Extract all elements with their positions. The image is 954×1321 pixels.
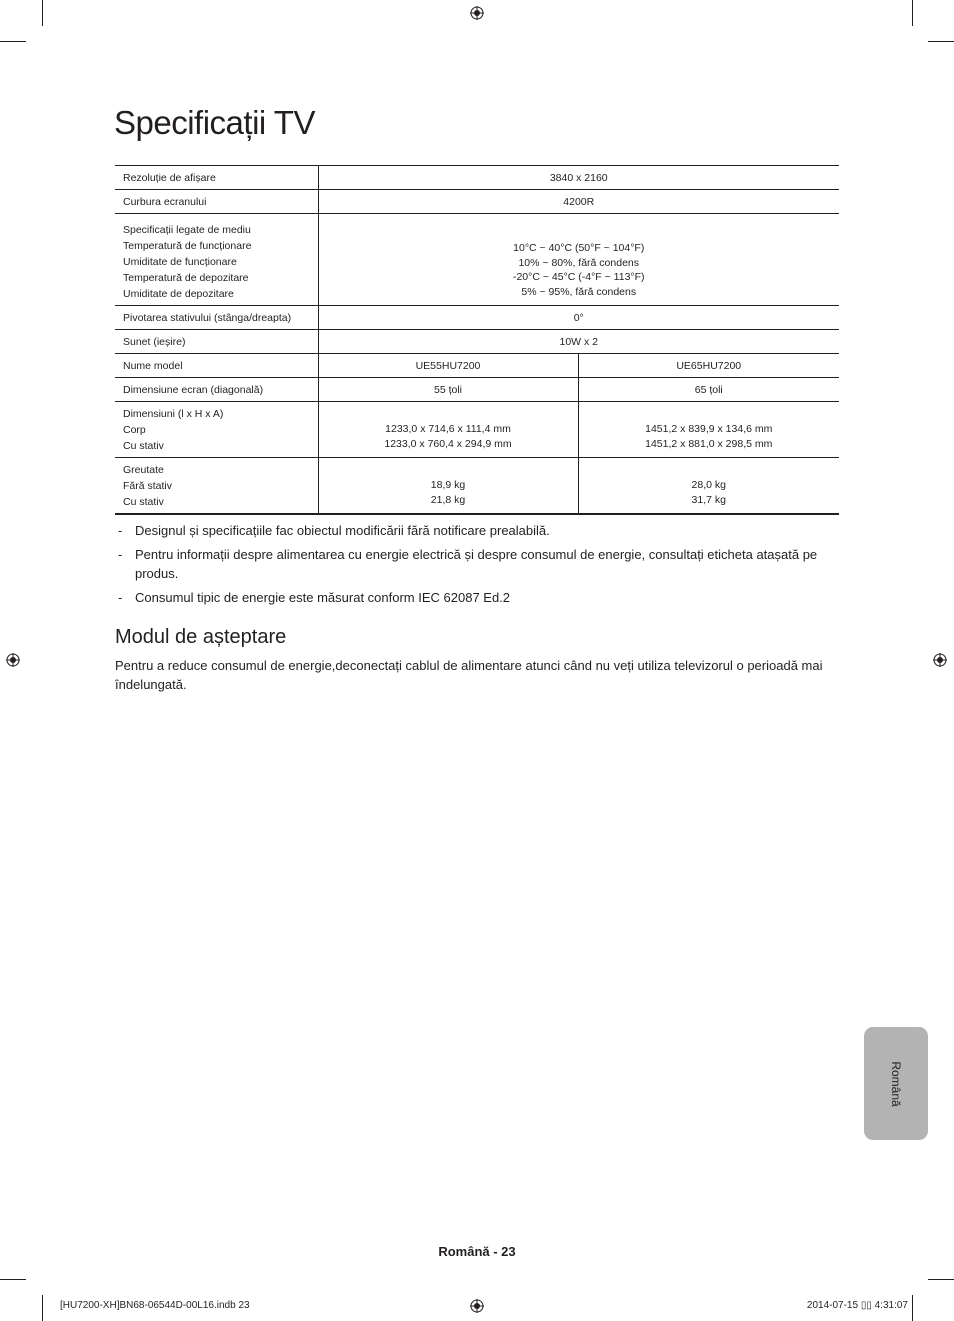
row-value: 10W x 2 bbox=[318, 330, 839, 354]
table-row bbox=[115, 166, 839, 190]
slug-file: [HU7200-XH]BN68-06544D-00L16.indb 23 bbox=[60, 1300, 250, 1311]
table-row bbox=[115, 214, 839, 306]
row-value: 18,9 kg bbox=[430, 479, 466, 491]
list-dash: - bbox=[118, 590, 123, 605]
crop-mark bbox=[928, 41, 954, 42]
table-row bbox=[115, 330, 839, 354]
row-label: Umiditate de depozitare bbox=[123, 288, 234, 300]
crop-mark bbox=[912, 1295, 913, 1321]
row-value-group bbox=[578, 458, 839, 515]
table-row bbox=[115, 402, 839, 458]
row-label: Specificații legate de mediu bbox=[123, 224, 251, 236]
crop-mark bbox=[42, 0, 43, 26]
row-label: Dimensiuni (l x H x A) bbox=[123, 408, 224, 420]
note-text: Consumul tipic de energie este măsurat conform IEC 62087 Ed.2 bbox=[135, 590, 511, 605]
row-label: Dimensiune ecran (diagonală) bbox=[115, 378, 318, 402]
row-value: 55 țoli bbox=[318, 378, 578, 402]
section-paragraph: Pentru a reduce consumul de energie,deconectați cablul de alimentare atunci când nu veți utiliza televizorul o perioadă mai îndelungată. bbox=[115, 658, 823, 692]
row-label: Cu stativ bbox=[123, 440, 164, 452]
row-value: 3840 x 2160 bbox=[318, 166, 839, 190]
page-title: Specificații TV bbox=[114, 104, 315, 141]
row-value: 28,0 kg bbox=[691, 479, 726, 491]
crop-mark bbox=[912, 0, 913, 26]
table-row bbox=[115, 306, 839, 330]
row-label: Rezoluție de afișare bbox=[115, 166, 318, 190]
row-value: -20°C ~ 45°C (-4°F ~ 113°F) bbox=[512, 271, 645, 283]
section-heading: Modul de așteptare bbox=[115, 626, 287, 648]
list-item bbox=[115, 521, 835, 540]
row-value-group bbox=[578, 402, 839, 458]
row-label: Sunet (ieșire) bbox=[115, 330, 318, 354]
row-label: Corp bbox=[123, 424, 146, 436]
row-label: Pivotarea stativului (stânga/dreapta) bbox=[115, 306, 318, 330]
table-row bbox=[115, 458, 839, 515]
page-number: Română - 23 bbox=[438, 1244, 516, 1259]
row-value-group bbox=[318, 214, 839, 306]
row-label: Umiditate de funcționare bbox=[123, 256, 237, 268]
registration-mark-icon bbox=[933, 653, 947, 667]
side-tab-label: Română bbox=[889, 1060, 903, 1107]
row-value: UE65HU7200 bbox=[578, 354, 839, 378]
registration-mark-icon bbox=[6, 653, 20, 667]
list-dash: - bbox=[118, 547, 123, 562]
slug-timestamp: 2014-07-15 ▯▯ 4:31:07 bbox=[806, 1300, 908, 1311]
notes-list bbox=[115, 521, 835, 612]
row-value: 1451,2 x 881,0 x 298,5 mm bbox=[645, 438, 773, 450]
row-label: Curbura ecranului bbox=[115, 190, 318, 214]
list-item bbox=[115, 588, 835, 607]
language-side-tab bbox=[864, 1027, 928, 1140]
row-value-group bbox=[318, 458, 578, 515]
table-row bbox=[115, 378, 839, 402]
crop-mark bbox=[42, 1295, 43, 1321]
row-label-group bbox=[115, 458, 318, 515]
row-label: Cu stativ bbox=[123, 496, 164, 508]
registration-mark-icon bbox=[470, 6, 484, 20]
row-value: 10% ~ 80%, fără condens bbox=[518, 256, 640, 269]
row-value: 1233,0 x 714,6 x 111,4 mm bbox=[385, 423, 511, 435]
list-dash: - bbox=[118, 523, 123, 538]
table-row bbox=[115, 354, 839, 378]
crop-mark bbox=[0, 41, 26, 42]
row-value-group bbox=[318, 402, 578, 458]
row-label: Greutate bbox=[123, 464, 164, 476]
row-value: UE55HU7200 bbox=[318, 354, 578, 378]
row-label: Fără stativ bbox=[123, 480, 173, 492]
row-label-group bbox=[115, 214, 318, 306]
row-value: 21,8 kg bbox=[430, 494, 466, 506]
row-value: 4200R bbox=[318, 190, 839, 214]
note-text: Pentru informații despre alimentarea cu energie electrică și despre consumul de energie, consultați eticheta atașată pe produs. bbox=[135, 547, 818, 581]
crop-mark bbox=[928, 1279, 954, 1280]
row-value: 5% ~ 95%, fără condens bbox=[521, 285, 637, 298]
row-value: 1451,2 x 839,9 x 134,6 mm bbox=[645, 423, 773, 435]
row-value: 10°C ~ 40°C (50°F ~ 104°F) bbox=[513, 242, 645, 254]
table-row bbox=[115, 190, 839, 214]
row-label: Nume model bbox=[115, 354, 318, 378]
row-value: 65 țoli bbox=[578, 378, 839, 402]
note-text: Designul și specificațiile fac obiectul modificării fără notificare prealabilă. bbox=[135, 523, 550, 538]
crop-mark bbox=[0, 1279, 26, 1280]
row-value: 31,7 kg bbox=[691, 494, 726, 506]
registration-mark-icon bbox=[470, 1299, 484, 1313]
spec-table bbox=[115, 165, 839, 515]
row-label: Temperatură de funcționare bbox=[123, 240, 252, 252]
row-label: Temperatură de depozitare bbox=[123, 272, 249, 284]
row-value: 0° bbox=[318, 306, 839, 330]
list-item bbox=[115, 545, 835, 583]
row-value: 1233,0 x 760,4 x 294,9 mm bbox=[384, 438, 512, 450]
row-label-group bbox=[115, 402, 318, 458]
